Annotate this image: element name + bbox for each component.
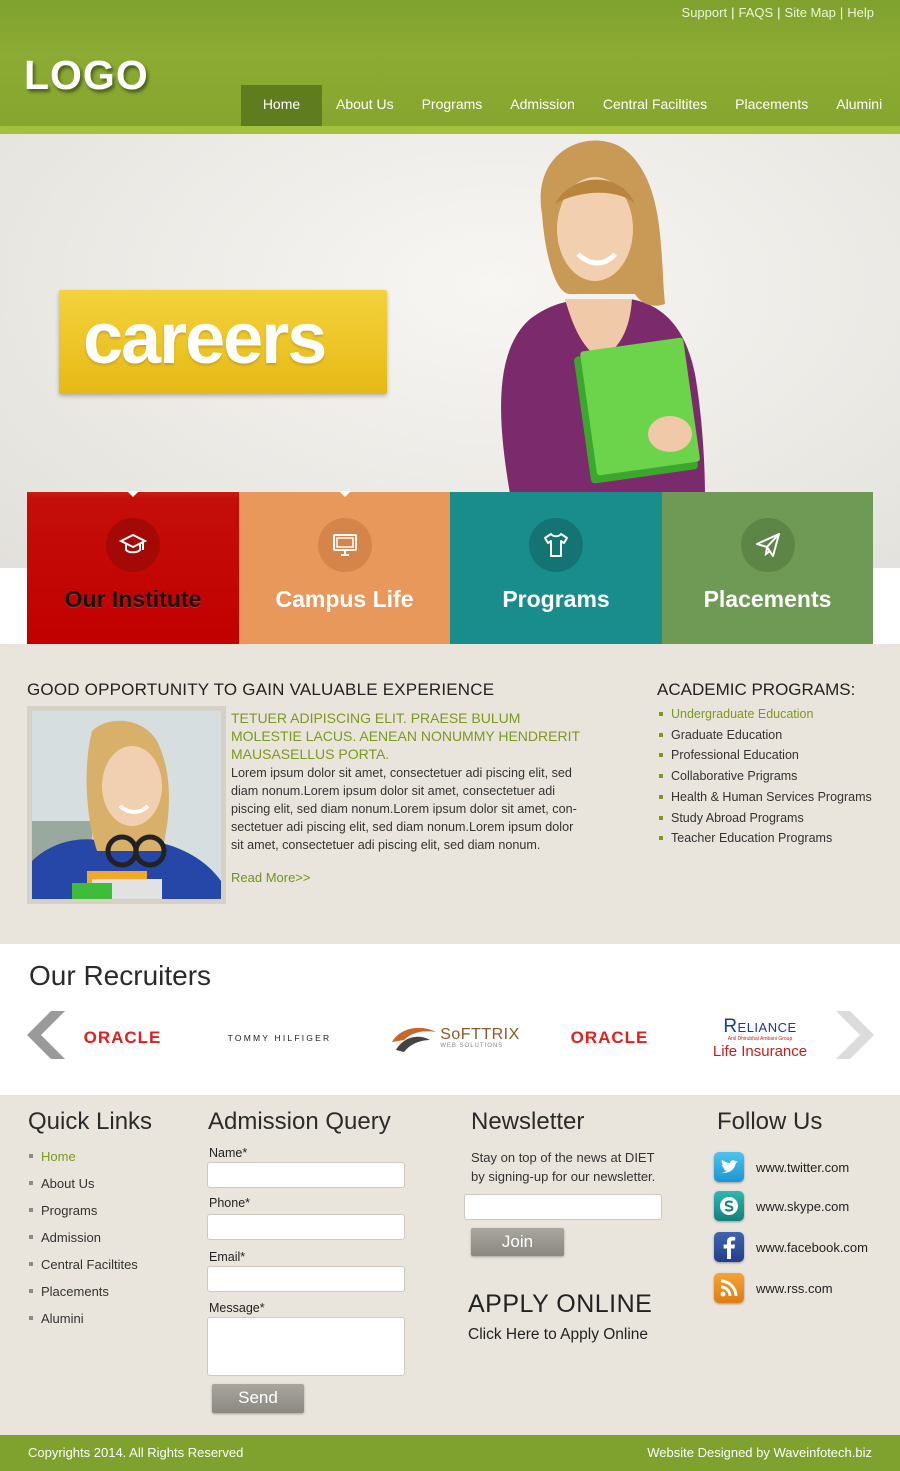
toplink-help[interactable]: Help — [847, 5, 874, 20]
phone-label: Phone* — [209, 1196, 251, 1210]
social-twitter[interactable] — [714, 1152, 849, 1182]
tshirt-icon — [529, 518, 583, 572]
newsletter-text: Stay on top of the news at DIET by signing-up for our newsletter. — [471, 1150, 656, 1184]
nav-placements[interactable]: Placements — [735, 96, 809, 112]
nav-alumini[interactable]: Alumini — [836, 96, 883, 112]
logo[interactable]: LOGO — [24, 52, 149, 98]
skype-link: www.skype.com — [756, 1198, 850, 1214]
apply-online-title: APPLY ONLINE — [468, 1290, 653, 1318]
feature-campus-life[interactable] — [239, 492, 450, 644]
feature-our-institute[interactable] — [27, 492, 239, 644]
toplink-faqs[interactable]: FAQS — [738, 5, 774, 20]
reliance-group: Anil Dhirubhai Ambani Group — [727, 1036, 793, 1042]
quick-link-programs[interactable]: Programs — [28, 1197, 138, 1224]
separator: | — [839, 5, 844, 20]
email-label: Email* — [209, 1250, 246, 1264]
reliance-name: Reliance — [723, 1016, 797, 1037]
quick-link-central-facilities[interactable]: Central Faciltites — [28, 1251, 138, 1278]
top-links — [682, 5, 874, 20]
main-nav — [241, 85, 882, 126]
careers-text: careers — [83, 299, 326, 379]
skype-icon — [714, 1191, 744, 1221]
name-label: Name* — [209, 1146, 248, 1160]
separator: | — [777, 5, 781, 20]
tommy-hilfiger-logo: TOMMY HILFIGER — [227, 1033, 332, 1043]
rss-link: www.rss.com — [756, 1280, 833, 1296]
toplink-support[interactable]: Support — [681, 5, 728, 20]
student-photo — [470, 134, 710, 494]
arrow-right-icon[interactable] — [834, 1011, 874, 1059]
message-label: Message* — [209, 1301, 265, 1315]
quick-link-alumini[interactable]: Alumini — [28, 1305, 138, 1332]
feature-programs[interactable] — [450, 492, 662, 644]
opportunity-subtitle: TETUER ADIPISCING ELIT. PRAESE BULUM MOLESTIE LACUS. AENEAN NONUMMY HENDRERIT MAUSASELLUS PORTA. — [231, 710, 580, 762]
oracle-logo: ORACLE — [570, 1028, 649, 1047]
arrow-left-icon[interactable] — [27, 1011, 67, 1059]
recruiter-oracle — [70, 1015, 175, 1061]
separator: | — [731, 5, 735, 20]
quick-link-home[interactable]: Home — [28, 1143, 138, 1170]
nav-home[interactable]: Home — [241, 85, 322, 126]
program-link[interactable]: Health & Human Services Programs — [657, 787, 872, 808]
message-field[interactable] — [207, 1317, 405, 1376]
newsletter-title: Newsletter — [471, 1108, 585, 1135]
admission-query-title: Admission Query — [208, 1108, 391, 1135]
opportunity-body: Lorem ipsum dolor sit amet, consectetuer adi piscing elit, sed diam nonum.Lorem ipsum dolor sit amet, consectetuer adi piscing elit, sed diam nonum.Lorem ipsum dolor sit amet, con-sectetuer adi piscing elit, sed diam nonum.Lorem ipsum dolor sit amet, consectetuer adi piscing elit, sed diam nonum. — [231, 766, 577, 852]
program-link[interactable]: Graduate Education — [657, 725, 872, 746]
copyright: Copyrights 2014. All Rights Reserved — [28, 1445, 244, 1460]
twitter-link: www.twitter.com — [756, 1159, 850, 1175]
graduation-cap-icon — [106, 518, 160, 572]
notch — [339, 491, 351, 497]
nav-central-facilities[interactable]: Central Faciltites — [602, 96, 708, 112]
name-field[interactable] — [207, 1162, 405, 1188]
facebook-icon — [714, 1232, 744, 1262]
social-skype[interactable] — [714, 1191, 849, 1221]
rss-icon — [714, 1273, 744, 1303]
program-link[interactable]: Teacher Education Programs — [657, 828, 872, 849]
feature-label: Placements — [703, 586, 832, 612]
nav-admission[interactable]: Admission — [510, 96, 575, 112]
quick-link-about-us[interactable]: About Us — [28, 1170, 138, 1197]
careers-badge — [59, 290, 387, 394]
paper-plane-icon — [741, 518, 795, 572]
academic-programs-list — [657, 704, 872, 849]
feature-label: Programs — [502, 586, 610, 612]
recruiter-softtrix — [390, 1015, 520, 1061]
nav-about-us[interactable]: About Us — [336, 96, 394, 112]
apply-online-link[interactable]: Click Here to Apply Online — [468, 1326, 649, 1343]
follow-us-title: Follow Us — [717, 1108, 823, 1135]
notch — [127, 491, 139, 497]
recruiter-reliance — [700, 1015, 820, 1061]
monitor-icon — [318, 518, 372, 572]
phone-field[interactable] — [207, 1214, 405, 1240]
quick-link-placements[interactable]: Placements — [28, 1278, 138, 1305]
feature-label: Our Institute — [64, 586, 202, 612]
toplink-sitemap[interactable]: Site Map — [784, 5, 836, 20]
join-button[interactable]: Join — [471, 1228, 564, 1256]
recruiters-title: Our Recruiters — [29, 960, 212, 991]
recruiter-oracle-2 — [557, 1015, 662, 1061]
social-facebook[interactable] — [714, 1232, 868, 1262]
designed-by-link[interactable]: Website Designed by Waveinfotech.biz — [647, 1445, 872, 1460]
softtrix-mark-icon — [390, 1022, 438, 1054]
twitter-icon — [714, 1152, 744, 1182]
facebook-link: www.facebook.com — [756, 1239, 868, 1255]
nav-programs[interactable]: Programs — [421, 96, 483, 112]
program-link[interactable]: Undergraduate Education — [657, 704, 872, 725]
feature-placements[interactable] — [662, 492, 873, 644]
program-link[interactable]: Collaborative Prigrams — [657, 766, 872, 787]
quick-links-title: Quick Links — [28, 1108, 153, 1135]
softtrix-name: SoFTTRIX — [440, 1026, 520, 1043]
reliance-life: Life Insurance — [712, 1043, 808, 1060]
softtrix-tagline: WEB SOLUTIONS — [440, 1043, 504, 1049]
recruiter-tommy-hilfiger — [217, 1015, 342, 1061]
quick-link-admission[interactable]: Admission — [28, 1224, 138, 1251]
read-more-link[interactable]: Read More>> — [231, 870, 311, 885]
feature-label: Campus Life — [275, 586, 414, 612]
program-link[interactable]: Professional Education — [657, 745, 872, 766]
academic-programs-title: ACADEMIC PROGRAMS: — [657, 680, 856, 699]
social-rss[interactable] — [714, 1273, 833, 1303]
opportunity-title: GOOD OPPORTUNITY TO GAIN VALUABLE EXPERIENCE — [27, 680, 495, 699]
email-field[interactable] — [207, 1266, 405, 1292]
opportunity-photo — [27, 706, 226, 904]
oracle-logo: ORACLE — [83, 1028, 162, 1047]
newsletter-email-input[interactable] — [464, 1194, 662, 1220]
send-button[interactable]: Send — [212, 1384, 304, 1413]
program-link[interactable]: Study Abroad Programs — [657, 808, 872, 829]
quick-links-list — [28, 1143, 138, 1332]
